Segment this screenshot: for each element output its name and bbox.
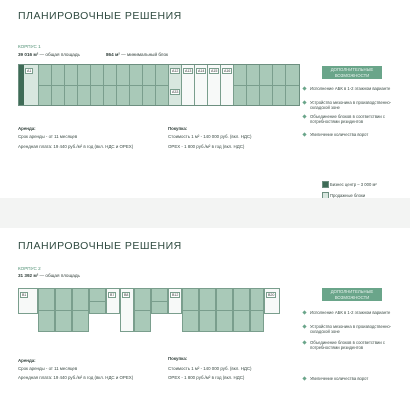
plan-block[interactable] — [117, 65, 130, 105]
block-a15[interactable]: A15 — [208, 65, 221, 105]
option-item: Устройство мезонина в производственно-складской зоне — [310, 324, 400, 334]
plan-block[interactable] — [199, 288, 216, 332]
option-item: Увеличение количества ворот — [310, 132, 400, 137]
plan-block[interactable] — [247, 65, 260, 105]
block-a1[interactable]: A1 — [24, 65, 39, 105]
legend-business-center: Бизнес центр – 3 000 м² — [330, 182, 377, 187]
rent-heading: Аренда: — [18, 358, 36, 363]
buy-price: Стоимость 1 м² - 140 000 руб. (вкл. НДС) — [168, 366, 252, 371]
block-a16[interactable]: A16 — [221, 65, 234, 105]
page-title: ПЛАНИРОВОЧНЫЕ РЕШЕНИЯ — [18, 10, 182, 22]
total-area: 31 392 м² — общая площадь — [18, 273, 80, 278]
plan-block[interactable] — [104, 65, 117, 105]
rent-heading: Аренда: — [18, 126, 36, 131]
option-item: Исполнение АБК в 1-2 этажном варианте — [310, 310, 400, 315]
option-item: Исполнение АБК в 1-2 этажном варианте — [310, 86, 400, 91]
legend-sale-blocks: Продажные блоки — [330, 193, 365, 198]
option-item: Объединение блоков в соответствии с потребностями резидентов — [310, 114, 400, 124]
options-header: ДОПОЛНИТЕЛЬНЫЕ ВОЗМОЖНОСТИ — [322, 288, 382, 301]
block-b1[interactable]: B1 — [18, 288, 38, 314]
plan-block[interactable] — [78, 65, 91, 105]
plan-block[interactable] — [234, 65, 247, 105]
rent-term: Срок аренды - от 11 месяцев — [18, 134, 78, 139]
plan-block[interactable] — [233, 288, 250, 332]
buy-heading: Покупка: — [168, 126, 188, 131]
min-block: 864 м² — минимальный блок — [106, 52, 169, 57]
plan-block[interactable] — [156, 65, 169, 105]
plan-block[interactable] — [286, 65, 299, 105]
slide-separator — [0, 198, 410, 228]
slide-1 — [0, 0, 410, 198]
option-item: Устройство мезонина в производственно-складской зоне — [310, 100, 400, 110]
corpus-label: КОРПУС 2 — [18, 266, 41, 271]
plan-block[interactable] — [72, 288, 89, 332]
block-b7[interactable]: B7 — [106, 288, 120, 314]
buy-opex: OPEX - 1 800 руб./м² в год (вкл. НДС) — [168, 144, 245, 149]
buy-price: Стоимость 1 м² - 140 000 руб. (вкл. НДС) — [168, 134, 252, 139]
block-b20[interactable]: B20 — [264, 288, 280, 314]
plan-block[interactable] — [130, 65, 143, 105]
rent-price: Арендная плата: 19 440 руб./м² в год (вкл. НДС и OPEX) — [18, 144, 134, 149]
floor-plan — [18, 284, 280, 332]
block-b12[interactable]: B12 — [168, 288, 182, 314]
buy-opex: OPEX - 1 800 руб./м² в год (вкл. НДС) — [168, 375, 245, 380]
plan-block[interactable] — [216, 288, 233, 332]
plan-block[interactable] — [134, 288, 151, 332]
slide-2 — [0, 228, 410, 400]
page-title: ПЛАНИРОВОЧНЫЕ РЕШЕНИЯ — [18, 240, 182, 252]
block-a14[interactable]: A14 — [195, 65, 208, 105]
plan-block[interactable] — [250, 288, 264, 332]
plan-block[interactable] — [151, 288, 168, 314]
options-header: ДОПОЛНИТЕЛЬНЫЕ ВОЗМОЖНОСТИ — [322, 66, 382, 79]
plan-block[interactable] — [182, 288, 199, 332]
rent-term: Срок аренды - от 11 месяцев — [18, 366, 78, 371]
block-a13[interactable]: A13 — [182, 65, 195, 105]
plan-block[interactable] — [260, 65, 273, 105]
corpus-label: КОРПУС 1 — [18, 44, 41, 49]
block-b8[interactable]: B8 — [120, 288, 134, 332]
plan-block[interactable] — [52, 65, 65, 105]
plan-block[interactable] — [91, 65, 104, 105]
plan-block[interactable] — [273, 65, 286, 105]
floor-plan — [18, 64, 300, 106]
total-area: 39 016 м² — общая площадь — [18, 52, 80, 57]
plan-block[interactable] — [55, 288, 72, 332]
plan-block[interactable] — [143, 65, 156, 105]
plan-block[interactable] — [65, 65, 78, 105]
option-item: Увеличение количества ворот — [310, 376, 400, 381]
option-item: Объединение блоков в соответствии с потребностями резидентов — [310, 340, 400, 350]
plan-block[interactable] — [38, 288, 55, 332]
block-a12[interactable]: A12 A33 — [169, 65, 182, 105]
plan-block[interactable] — [39, 65, 52, 105]
plan-block[interactable] — [89, 288, 106, 314]
buy-heading: Покупка: — [168, 356, 188, 361]
rent-price: Арендная плата: 19 440 руб./м² в год (вкл. НДС и OPEX) — [18, 375, 134, 380]
